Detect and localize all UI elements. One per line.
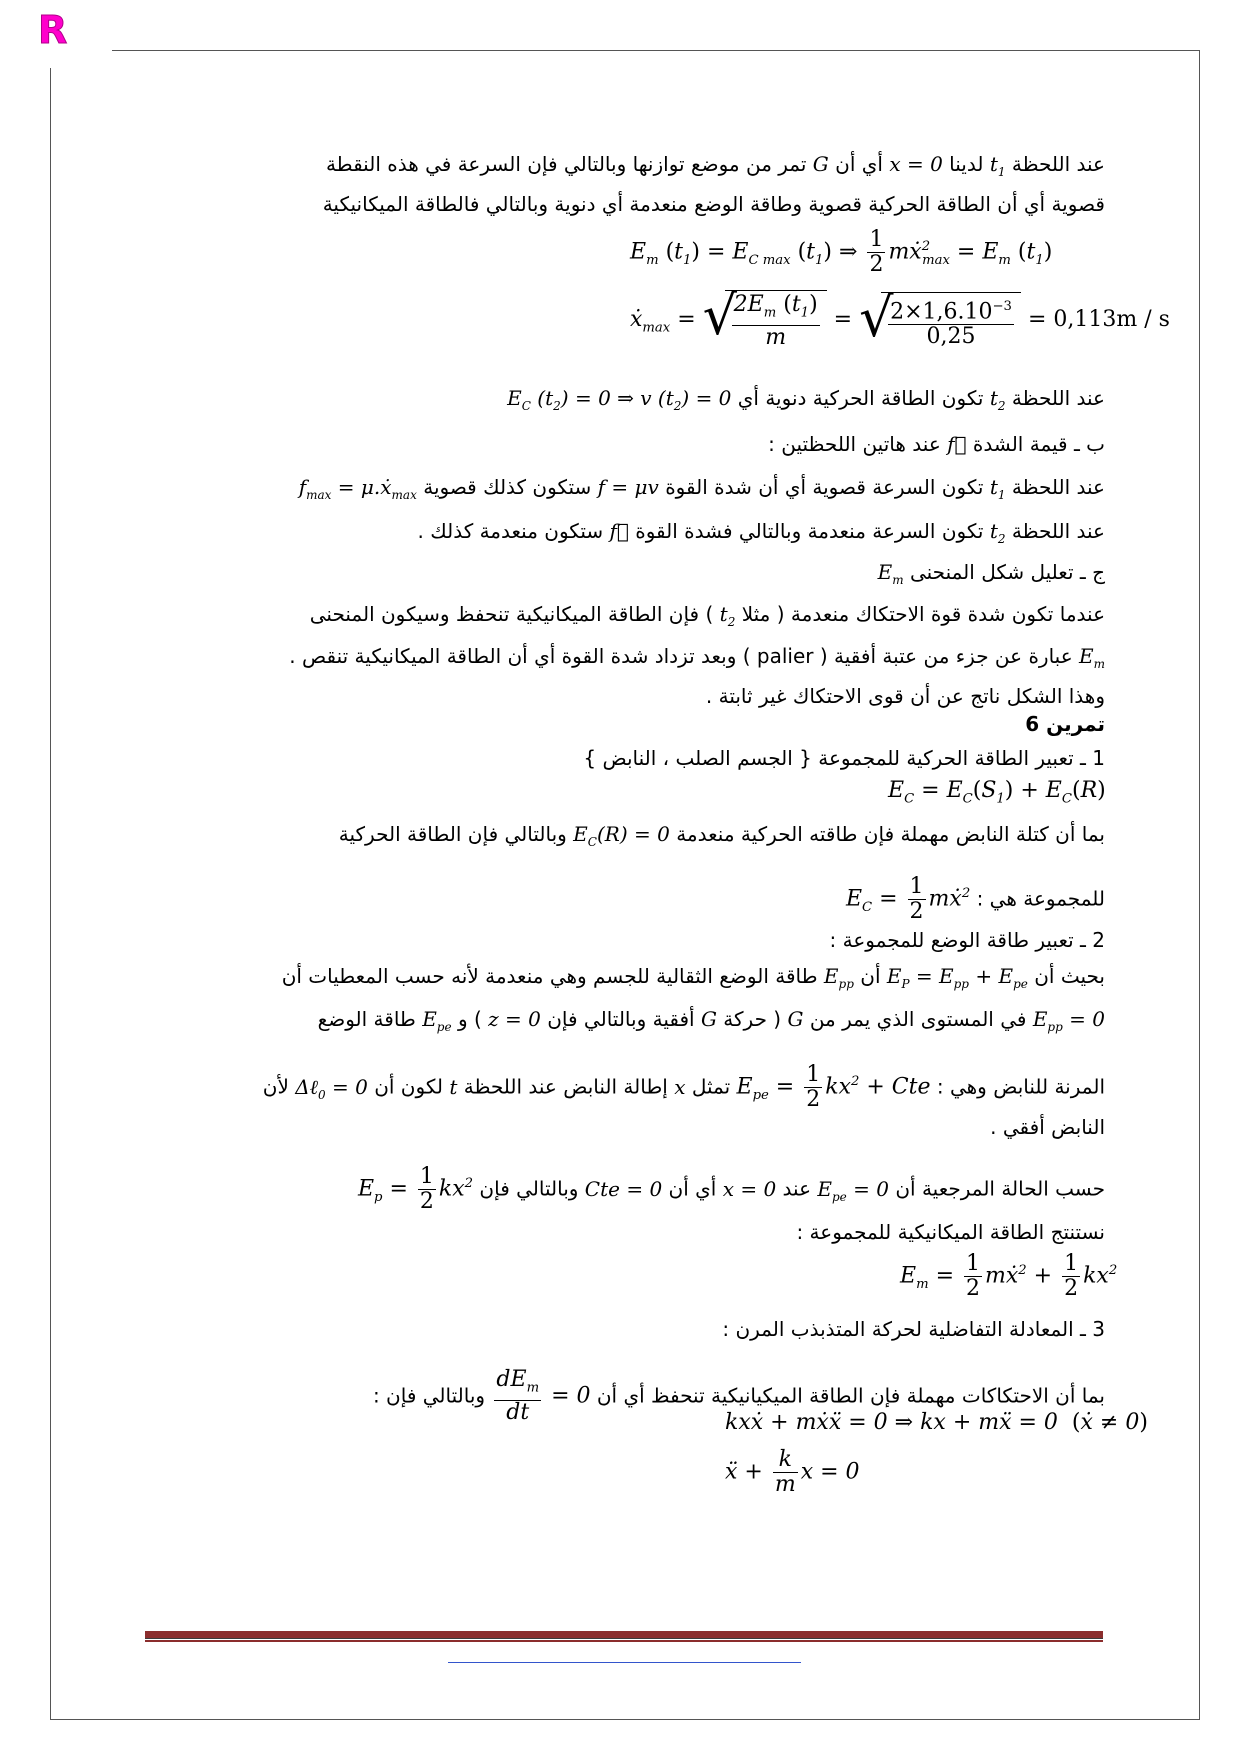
text-spring-mass: بما أن كتلة النابض مهملة فإن طاقته الحركية منعدمة $E_C(R) = 0$ وبالتالي فإن الطاقة الحركية [338,822,1105,849]
exercise-title: تمرين 6 [1025,712,1105,736]
text-ep-4: النابض أفقي . [990,1115,1105,1139]
text-ep-2: $E_{pp} = 0$ في المستوى الذي يمر من G ( حركة G أفقية وبالتالي فإن z = 0 ) و $E_{pe}$ طاقة الوضع [317,1007,1105,1034]
text-group-ke: للمجموعة هي : $E_C$ = $\frac{1}{2}$ mẋ$^2$ [845,874,1105,924]
text-line-2: قصوية أي أن الطاقة الحركية قصوية وطاقة الوضع منعدمة أي دنوية وبالتالي فالطاقة الميكانيكية [322,192,1105,216]
question-2: 2 ـ تعبير طاقة الوضع للمجموعة : [829,928,1105,952]
equation-em: $E_m$ = $\frac{1}{2}$ mẋ$^2$ + $\frac{1}{2}$ $kx^2$ [900,1251,1118,1301]
text-line-7: ج ـ تعليل شكل المنحنى $E_m$ [877,560,1105,587]
equation-xmax: ẋ$_{max}$ = √ $\frac{2E_m (t_1)}{m}$ = √ $\frac{2\times 1,6.10^{-3}}{0,25}$ = 0,113m / s [630,284,1170,351]
text-line-8: عندما تكون شدة قوة الاحتكاك منعدمة ( مثلا $t_2$ ) فإن الطاقة الميكانيكية تنحفظ وسيكون المنحنى [309,602,1105,629]
footer-link-underline[interactable] [448,1662,801,1663]
question-3: 3 ـ المعادلة التفاضلية لحركة المتذبذب المرن : [722,1317,1105,1341]
page-frame-bottom [50,1719,1200,1720]
text-line-4: ب ـ قيمة الشدة f⃗ عند هاتين اللحظتين : [768,432,1105,456]
equation-em-t1: $E_m$ $(t_1) = E_{C max}$ $(t_1)$ ⇒ $\frac{1}{2}$ mẋ$^2_{max}$ = $E_m$ $(t_1)$ [630,227,1053,277]
page-frame-right [1199,50,1200,1720]
equation-differential-1: kxẋ + mẋẍ = 0 ⇒ kx + mẍ = 0 (ẋ ≠ 0) [725,1410,1148,1435]
text-reference-state: حسب الحالة المرجعية أن $E_{pe} = 0$ عند x = 0 أي أن Cte = 0 وبالتالي فإن $E_p$ = $\frac{1}{2}$ $kx^2$ [357,1164,1105,1214]
text-line-6: عند اللحظة $t_2$ تكون السرعة منعدمة وبالتالي فشدة القوة f⃗ ستكون منعدمة كذلك . [417,519,1105,546]
question-1: 1 ـ تعبير الطاقة الحركية للمجموعة { الجسم الصلب ، النابض } [583,746,1105,770]
page-frame-top [112,50,1200,51]
text-ep-1: بحيث أن $E_P = E_{pp} + E_{pe}$ أن $E_{pp}$ طاقة الوضع الثقالية للجسم وهي منعدمة لأنه حسب المعطيات أن [281,964,1105,991]
footer-rule-thin [145,1640,1103,1642]
page-frame-left [50,68,51,1720]
equation-differential-2: ẍ + $\frac{k}{m}$ x = 0 [725,1447,860,1497]
text-line-1: عند اللحظة $t_1$ لدينا x = 0 أي أن G تمر من موضع توازنها وبالتالي فإن السرعة في هذه النقطة [325,152,1105,179]
footer-rule [145,1631,1103,1639]
text-friction: بما أن الاحتكاكات مهملة فإن الطاقة الميكيانيكية تنحفظ أي أن $\frac{dE_m}{dt}$ = 0 وبالتالي فإن : [372,1367,1105,1426]
equation-ec-sum: $E_C = E_C(S_1) + E_C(R)$ [888,778,1106,807]
logo: R [38,8,68,52]
text-ep-3: المرنة للنابض وهي : $E_{pe}$ = $\frac{1}{2}$ $kx^2$ + Cte تمثل x إطالة النابض عند اللحظة t لكون أن Δℓ$_0$ = 0 لأن [262,1062,1105,1112]
text-line-9: $E_m$ عبارة عن جزء من عتبة أفقية ( palier ) وبعد تزداد شدة القوة أي أن الطاقة الميكانيكية تنقص . [289,644,1105,671]
text-deduce: نستنتج الطاقة الميكانيكية للمجموعة : [796,1220,1105,1244]
text-line-5: عند اللحظة $t_1$ تكون السرعة قصوية أي أن شدة القوة f = μv ستكون كذلك قصوية $f_{max}$ = μ.ẋ$_{max}$ [298,475,1105,502]
text-line-10: وهذا الشكل ناتج عن أن قوى الاحتكاك غير ثابتة . [705,684,1105,708]
text-line-3: عند اللحظة $t_2$ تكون الطاقة الحركية دنوية أي $E_C$ $(t_2) = 0$ ⇒ v $(t_2) = 0$ [507,386,1105,413]
